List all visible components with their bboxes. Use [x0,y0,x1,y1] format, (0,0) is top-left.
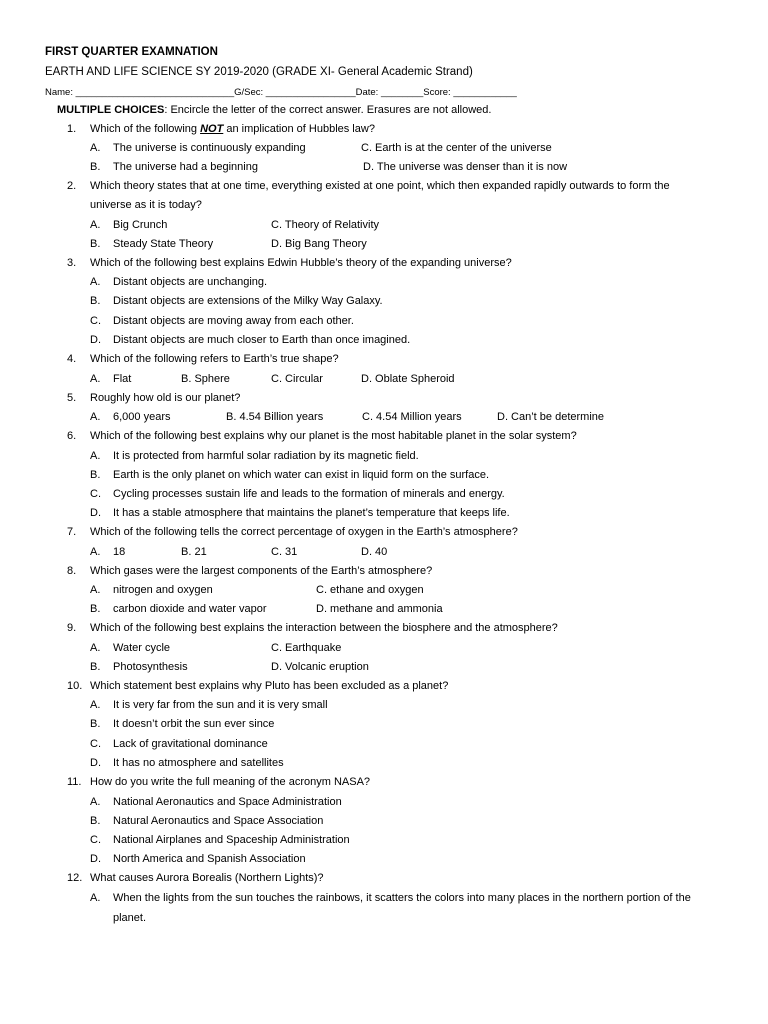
choice-text: nitrogen and oxygen [113,584,213,596]
choice-text: B. 21 [181,546,207,558]
choice-letter: A. [90,219,101,231]
choice-letter: B. [90,469,101,481]
choice-text: 18 [113,546,126,558]
choice-text: C. 31 [271,546,298,558]
choice-text: It is protected from harmful solar radiation by its magnetic field. [113,450,419,462]
instructions-label: MULTIPLE CHOICES [57,104,165,116]
question-number: 5. [67,392,77,404]
choice-text: C. Circular [271,373,323,385]
choice-text: D. The universe was denser than it is now [363,161,568,173]
question-text: Which theory states that at one time, everything existed at one point, which then expanded rapidly outwards to form the [90,180,670,192]
choice-text: Distant objects are much closer to Earth than once imagined. [113,334,411,346]
question-text: Which of the following best explains Edwin Hubble’s theory of the expanding universe? [90,257,512,269]
choice-text: B. 4.54 Billion years [226,411,324,423]
choice-text: D. Big Bang Theory [271,238,367,250]
question-number: 4. [67,353,77,365]
exam-title: FIRST QUARTER EXAMNATION [45,46,218,58]
choice-letter: A. [90,411,101,423]
question-text: How do you write the full meaning of the acronym NASA? [90,776,371,788]
choice-text: D. Volcanic eruption [271,661,369,673]
choice-text: Earth is the only planet on which water can exist in liquid form on the surface. [113,469,490,481]
choice-letter: B. [90,815,101,827]
choice-text: Water cycle [113,642,171,654]
question-text: Which of the following best explains the interaction between the biosphere and the atmosphere? [90,622,558,634]
choice-text: The universe is continuously expanding [113,142,306,154]
choice-text: C. ethane and oxygen [316,584,424,596]
instructions-text: : Encircle the letter of the correct answer. Erasures are not allowed. [164,104,492,116]
question-number: 9. [67,622,77,634]
choice-letter: A. [90,892,101,904]
question-number: 12. [67,872,83,884]
choice-text: C. Earth is at the center of the universe [361,142,552,154]
choice-text: Steady State Theory [113,238,214,250]
question-number: 7. [67,526,77,538]
question-number: 6. [67,430,77,442]
question-text: Which of the following NOT an implication of Hubbles law? [90,123,375,135]
choice-text: Natural Aeronautics and Space Association [113,815,324,827]
choice-letter: B. [90,603,101,615]
choice-letter: B. [90,718,101,730]
question-number: 8. [67,565,77,577]
choice-text: Distant objects are unchanging. [113,276,268,288]
choice-text: C. 4.54 Million years [362,411,462,423]
question-text: Which of the following tells the correct percentage of oxygen in the Earth’s atmosphere? [90,526,518,538]
question-text: Roughly how old is our planet? [90,392,241,404]
choice-letter: A. [90,276,101,288]
choice-text: carbon dioxide and water vapor [113,603,267,615]
choice-letter: C. [90,834,101,846]
choice-text: C. Earthquake [271,642,342,654]
choice-text: Distant objects are extensions of the Milky Way Galaxy. [113,295,383,307]
choice-text: Cycling processes sustain life and leads to the formation of minerals and energy. [113,488,505,500]
choice-letter: A. [90,142,101,154]
choice-text: It has a stable atmosphere that maintains the planet’s temperature that keeps life. [113,507,510,519]
choice-letter: B. [90,295,101,307]
choice-letter: A. [90,373,101,385]
choice-text: It is very far from the sun and it is very small [113,699,328,711]
question-number: 1. [67,123,77,135]
choice-letter: D. [90,757,101,769]
choice-text: When the lights from the sun touches the rainbows, it scatters the colors into many places in the northern portion of the [113,892,691,904]
question-text: Which of the following refers to Earth’s true shape? [90,353,339,365]
choice-text: Photosynthesis [113,661,188,673]
choice-letter: D. [90,507,101,519]
question-text: Which gases were the largest components of the Earth’s atmosphere? [90,565,433,577]
choice-letter: C. [90,738,101,750]
choice-letter: A. [90,546,101,558]
choice-letter: C. [90,315,101,327]
choice-text: C. Theory of Relativity [271,219,380,231]
choice-text: National Airplanes and Spaceship Administration [113,834,350,846]
choice-letter: A. [90,642,101,654]
choice-text: D. 40 [361,546,388,558]
choice-letter: D. [90,853,101,865]
question-number: 3. [67,257,77,269]
question-number: 10. [67,680,83,692]
choice-text: North America and Spanish Association [113,853,306,865]
student-info-line: Name: ______________________________G/Sec: _________________Date: ________Score: ____________ [45,87,517,98]
choice-text: It doesn’t orbit the sun ever since [113,718,275,730]
choice-text: Flat [113,373,132,385]
choice-letter: C. [90,488,101,500]
choice-text: D. Oblate Spheroid [361,373,455,385]
choice-letter: B. [90,238,101,250]
choice-text: D. methane and ammonia [316,603,443,615]
choice-text-cont: planet. [113,912,147,924]
choice-letter: D. [90,334,101,346]
choice-text: Big Crunch [113,219,168,231]
emphasis-not: NOT [200,123,224,135]
exam-subtitle: EARTH AND LIFE SCIENCE SY 2019-2020 (GRADE XI- General Academic Strand) [45,66,473,78]
choice-letter: A. [90,699,101,711]
choice-text: 6,000 years [113,411,171,423]
question-text-cont: universe as it is today? [90,199,202,211]
choice-text: Lack of gravitational dominance [113,738,268,750]
choice-text: B. Sphere [181,373,230,385]
choice-letter: A. [90,584,101,596]
question-text: What causes Aurora Borealis (Northern Lights)? [90,872,324,884]
question-text: Which statement best explains why Pluto has been excluded as a planet? [90,680,449,692]
choice-text: Distant objects are moving away from each other. [113,315,354,327]
choice-letter: A. [90,450,101,462]
choice-text: It has no atmosphere and satellites [113,757,284,769]
question-number: 2. [67,180,77,192]
choice-text: National Aeronautics and Space Administration [113,796,342,808]
choice-text: D. Can’t be determine [497,411,604,423]
choice-letter: A. [90,796,101,808]
question-number: 11. [67,776,82,788]
choice-letter: B. [90,161,101,173]
choice-text: The universe had a beginning [113,161,258,173]
instructions [57,104,491,116]
question-text: Which of the following best explains why our planet is the most habitable planet in the solar system? [90,430,577,442]
choice-letter: B. [90,661,101,673]
